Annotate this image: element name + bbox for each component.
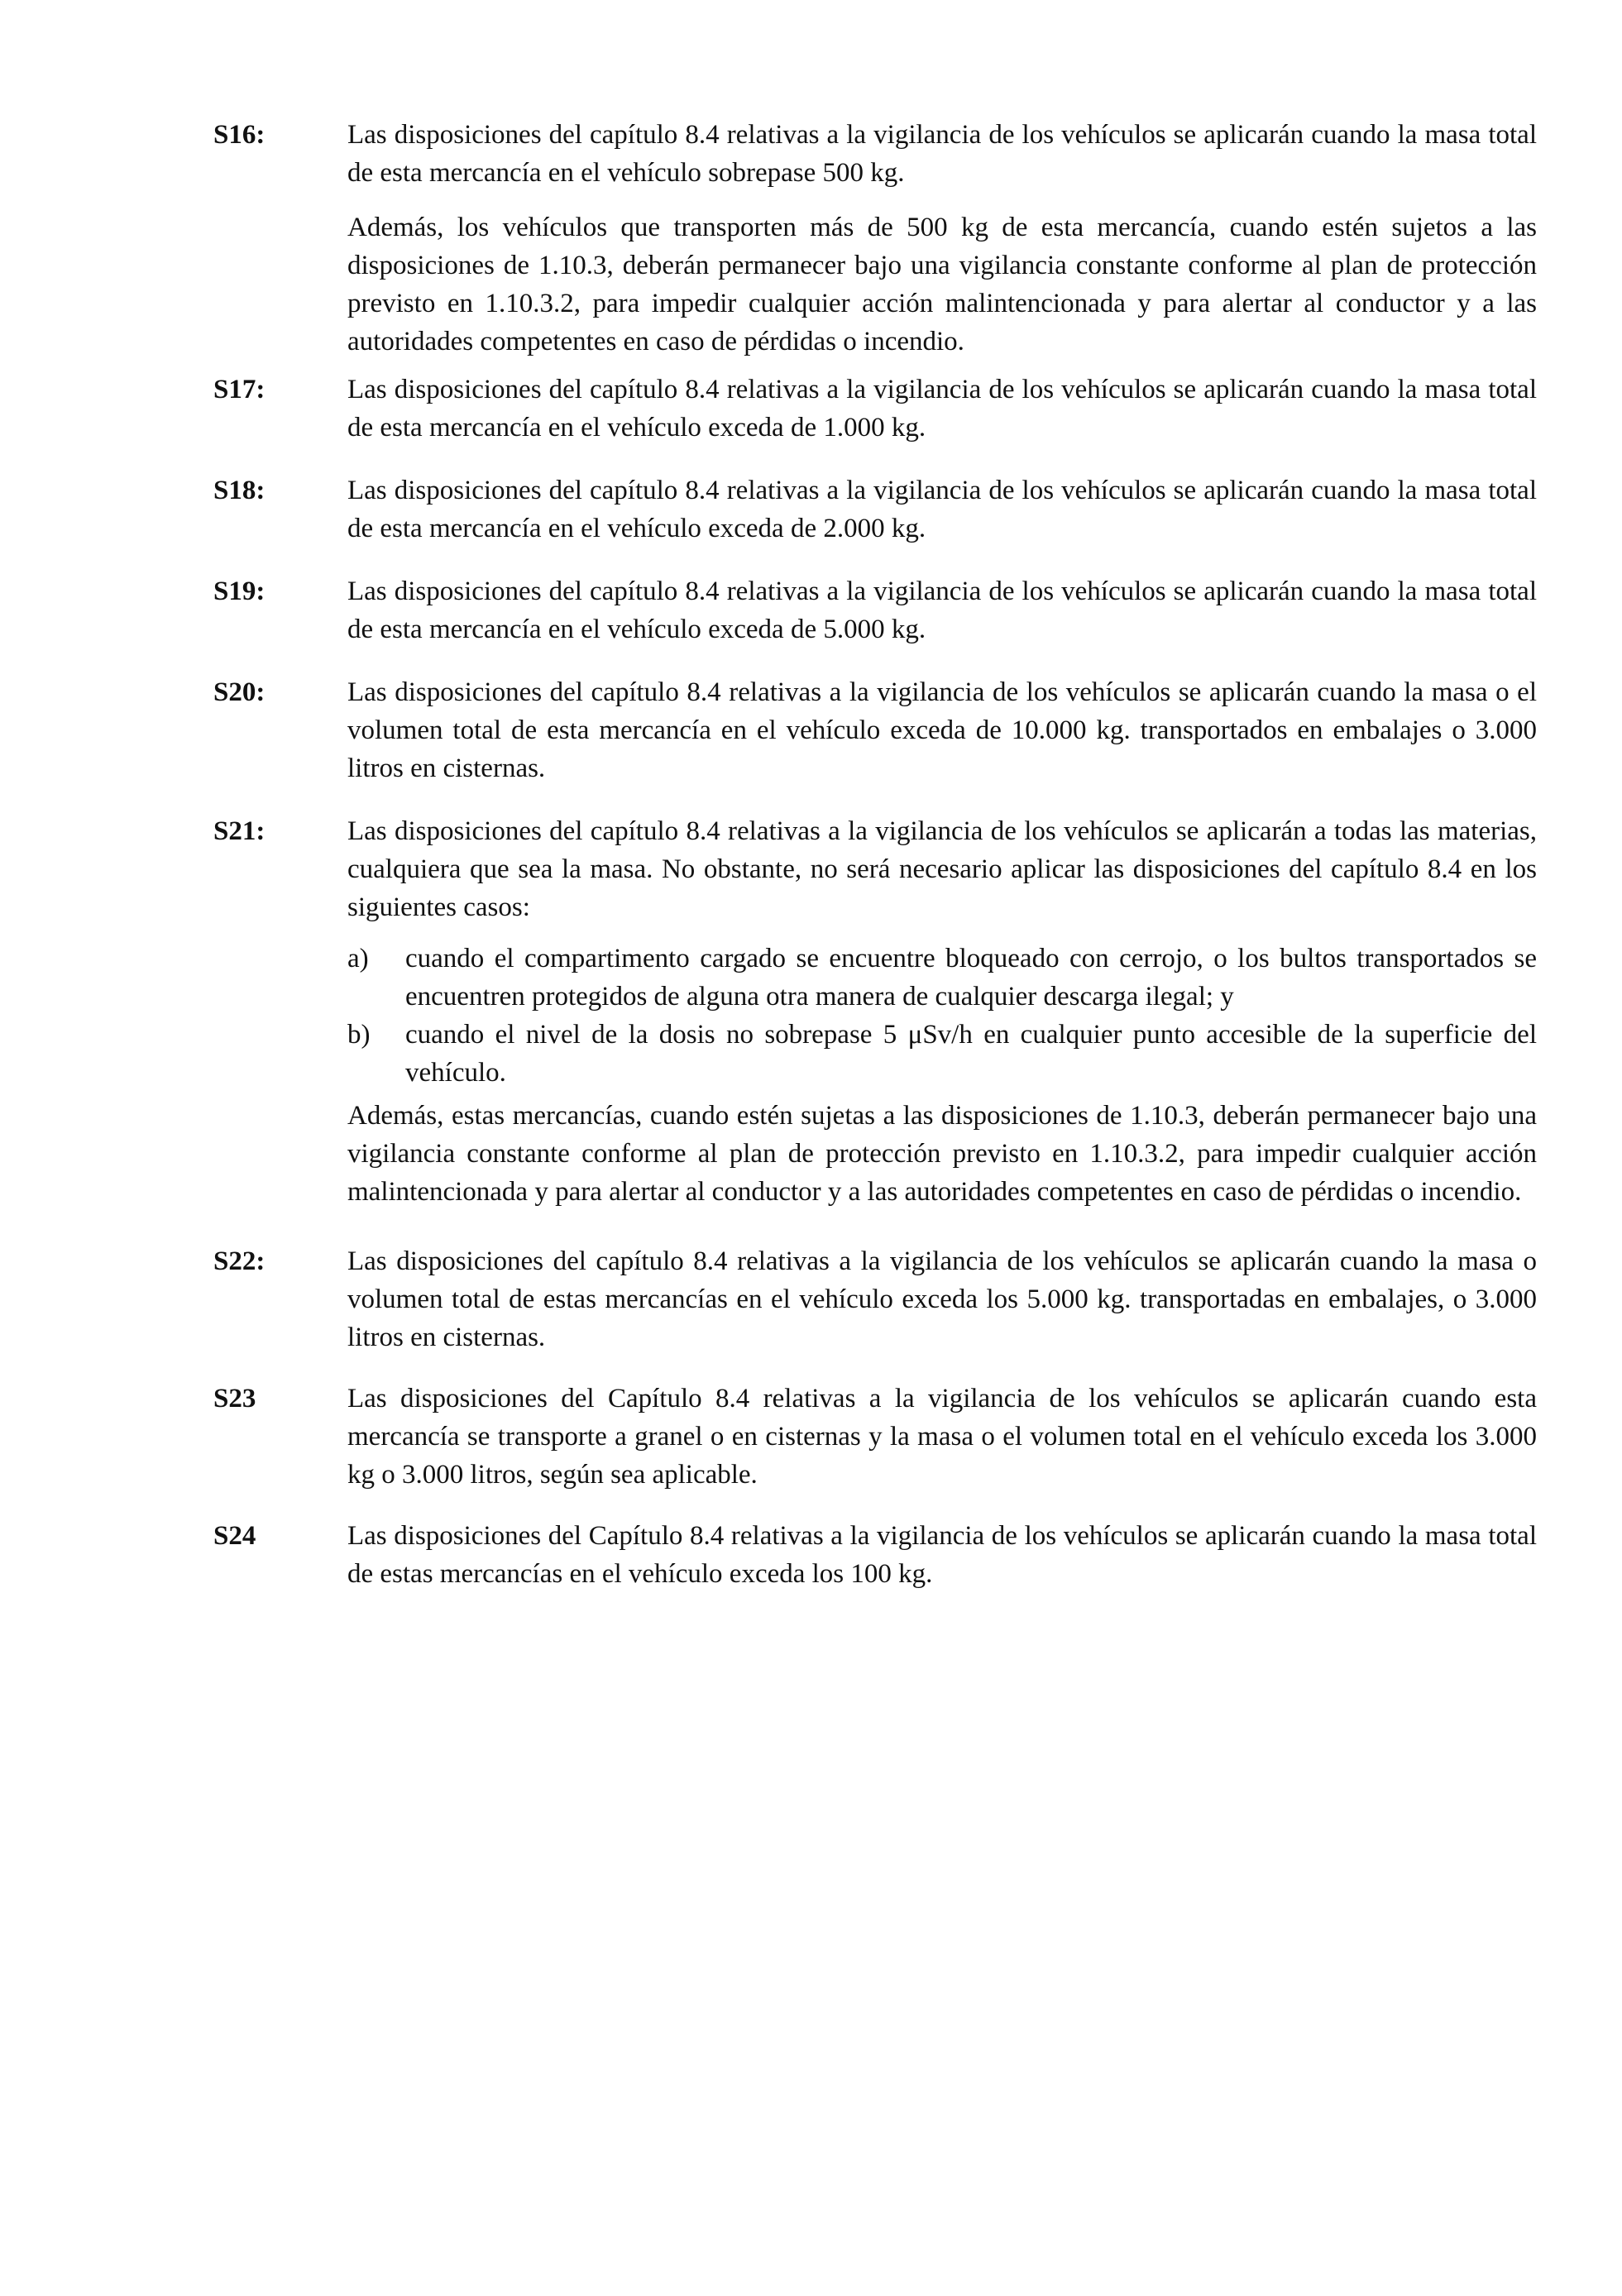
provision-code: S17:: [213, 375, 266, 404]
provision-body: [347, 116, 1537, 361]
provision-paragraph: Las disposiciones del capítulo 8.4 relativas a la vigilancia de los vehículos se aplicarán cuando la masa total de esta mercancía en el vehículo sobrepase 500 kg.: [347, 120, 1537, 188]
provision-body: [347, 471, 1537, 548]
provision-paragraph: Las disposiciones del Capítulo 8.4 relativas a la vigilancia de los vehículos se aplicarán cuando esta mercancía se transporte a granel o en cisternas y la masa o el volumen total en el vehículo exceda los 3.000 kg o 3.000 litros, según sea aplicable.: [347, 1384, 1537, 1490]
provision-paragraph: Las disposiciones del capítulo 8.4 relativas a la vigilancia de los vehículos se aplicarán a todas las materias, cualquiera que sea la masa. No obstante, no será necesario aplicar las disposiciones del capítulo 8.4 en los siguientes casos:: [347, 816, 1537, 922]
provision-body: [347, 371, 1537, 447]
provision-body: [347, 1242, 1537, 1356]
provision-code: S19:: [213, 576, 266, 606]
provision-code: S24: [213, 1521, 256, 1551]
provision-paragraph: Las disposiciones del Capítulo 8.4 relativas a la vigilancia de los vehículos se aplicarán cuando la masa total de estas mercancías en el vehículo exceda los 100 kg.: [347, 1521, 1537, 1589]
provision-body: [347, 673, 1537, 787]
provision-paragraph: Las disposiciones del capítulo 8.4 relativas a la vigilancia de los vehículos se aplicarán cuando la masa o volumen total de estas mercancías en el vehículo exceda los 5.000 kg. transportadas en embalajes, o 3.000 litros en cisternas.: [347, 1246, 1537, 1352]
provision-code: S16:: [213, 120, 266, 150]
provision-paragraph: Las disposiciones del capítulo 8.4 relativas a la vigilancia de los vehículos se aplicarán cuando la masa total de esta mercancía en el vehículo exceda de 1.000 kg.: [347, 375, 1537, 442]
provision-body: [347, 1380, 1537, 1494]
provision-paragraph: Además, los vehículos que transporten más de 500 kg de esta mercancía, cuando estén sujetos a las disposiciones de 1.10.3, deberán permanecer bajo una vigilancia constante conforme al plan de protección previsto en 1.10.3.2, para impedir cualquier acción malintencionada y para alertar al conductor y a las autoridades competentes en caso de pérdidas o incendio.: [347, 213, 1537, 356]
provision-paragraph: Las disposiciones del capítulo 8.4 relativas a la vigilancia de los vehículos se aplicarán cuando la masa o el volumen total de esta mercancía en el vehículo exceda de 10.000 kg. transportados en embalajes o 3.000 litros en cisternas.: [347, 677, 1537, 783]
provision-paragraph: Las disposiciones del capítulo 8.4 relativas a la vigilancia de los vehículos se aplicarán cuando la masa total de esta mercancía en el vehículo exceda de 2.000 kg.: [347, 476, 1537, 543]
provision-code: S23: [213, 1384, 256, 1413]
provision-paragraph: Las disposiciones del capítulo 8.4 relativas a la vigilancia de los vehículos se aplicarán cuando la masa total de esta mercancía en el vehículo exceda de 5.000 kg.: [347, 576, 1537, 644]
list-marker: a): [347, 944, 369, 973]
list-item: [347, 940, 1537, 1016]
list-item-text: cuando el nivel de la dosis no sobrepase 5 μSv/h en cualquier punto accesible de la superficie del vehículo.: [405, 1020, 1537, 1088]
provision-code: S21:: [213, 816, 266, 846]
provision-list: [347, 940, 1537, 1092]
provision-paragraph: Además, estas mercancías, cuando estén sujetas a las disposiciones de 1.10.3, deberán permanecer bajo una vigilancia constante conforme al plan de protección previsto en 1.10.3.2, para impedir cualquier acción malintencionada y para alertar al conductor y a las autoridades competentes en caso de pérdidas o incendio.: [347, 1101, 1537, 1207]
provision-body: [347, 572, 1537, 648]
list-item-text: cuando el compartimento cargado se encuentre bloqueado con cerrojo, o los bultos transportados se encuentren protegidos de alguna otra manera de cualquier descarga ilegal; y: [405, 944, 1537, 1012]
provision-body: [347, 1517, 1537, 1593]
list-marker: b): [347, 1020, 371, 1050]
provision-body: [347, 812, 1537, 1211]
provision-code: S22:: [213, 1246, 266, 1276]
provision-code: S20:: [213, 677, 266, 707]
list-item: [347, 1016, 1537, 1092]
provision-code: S18:: [213, 476, 266, 505]
